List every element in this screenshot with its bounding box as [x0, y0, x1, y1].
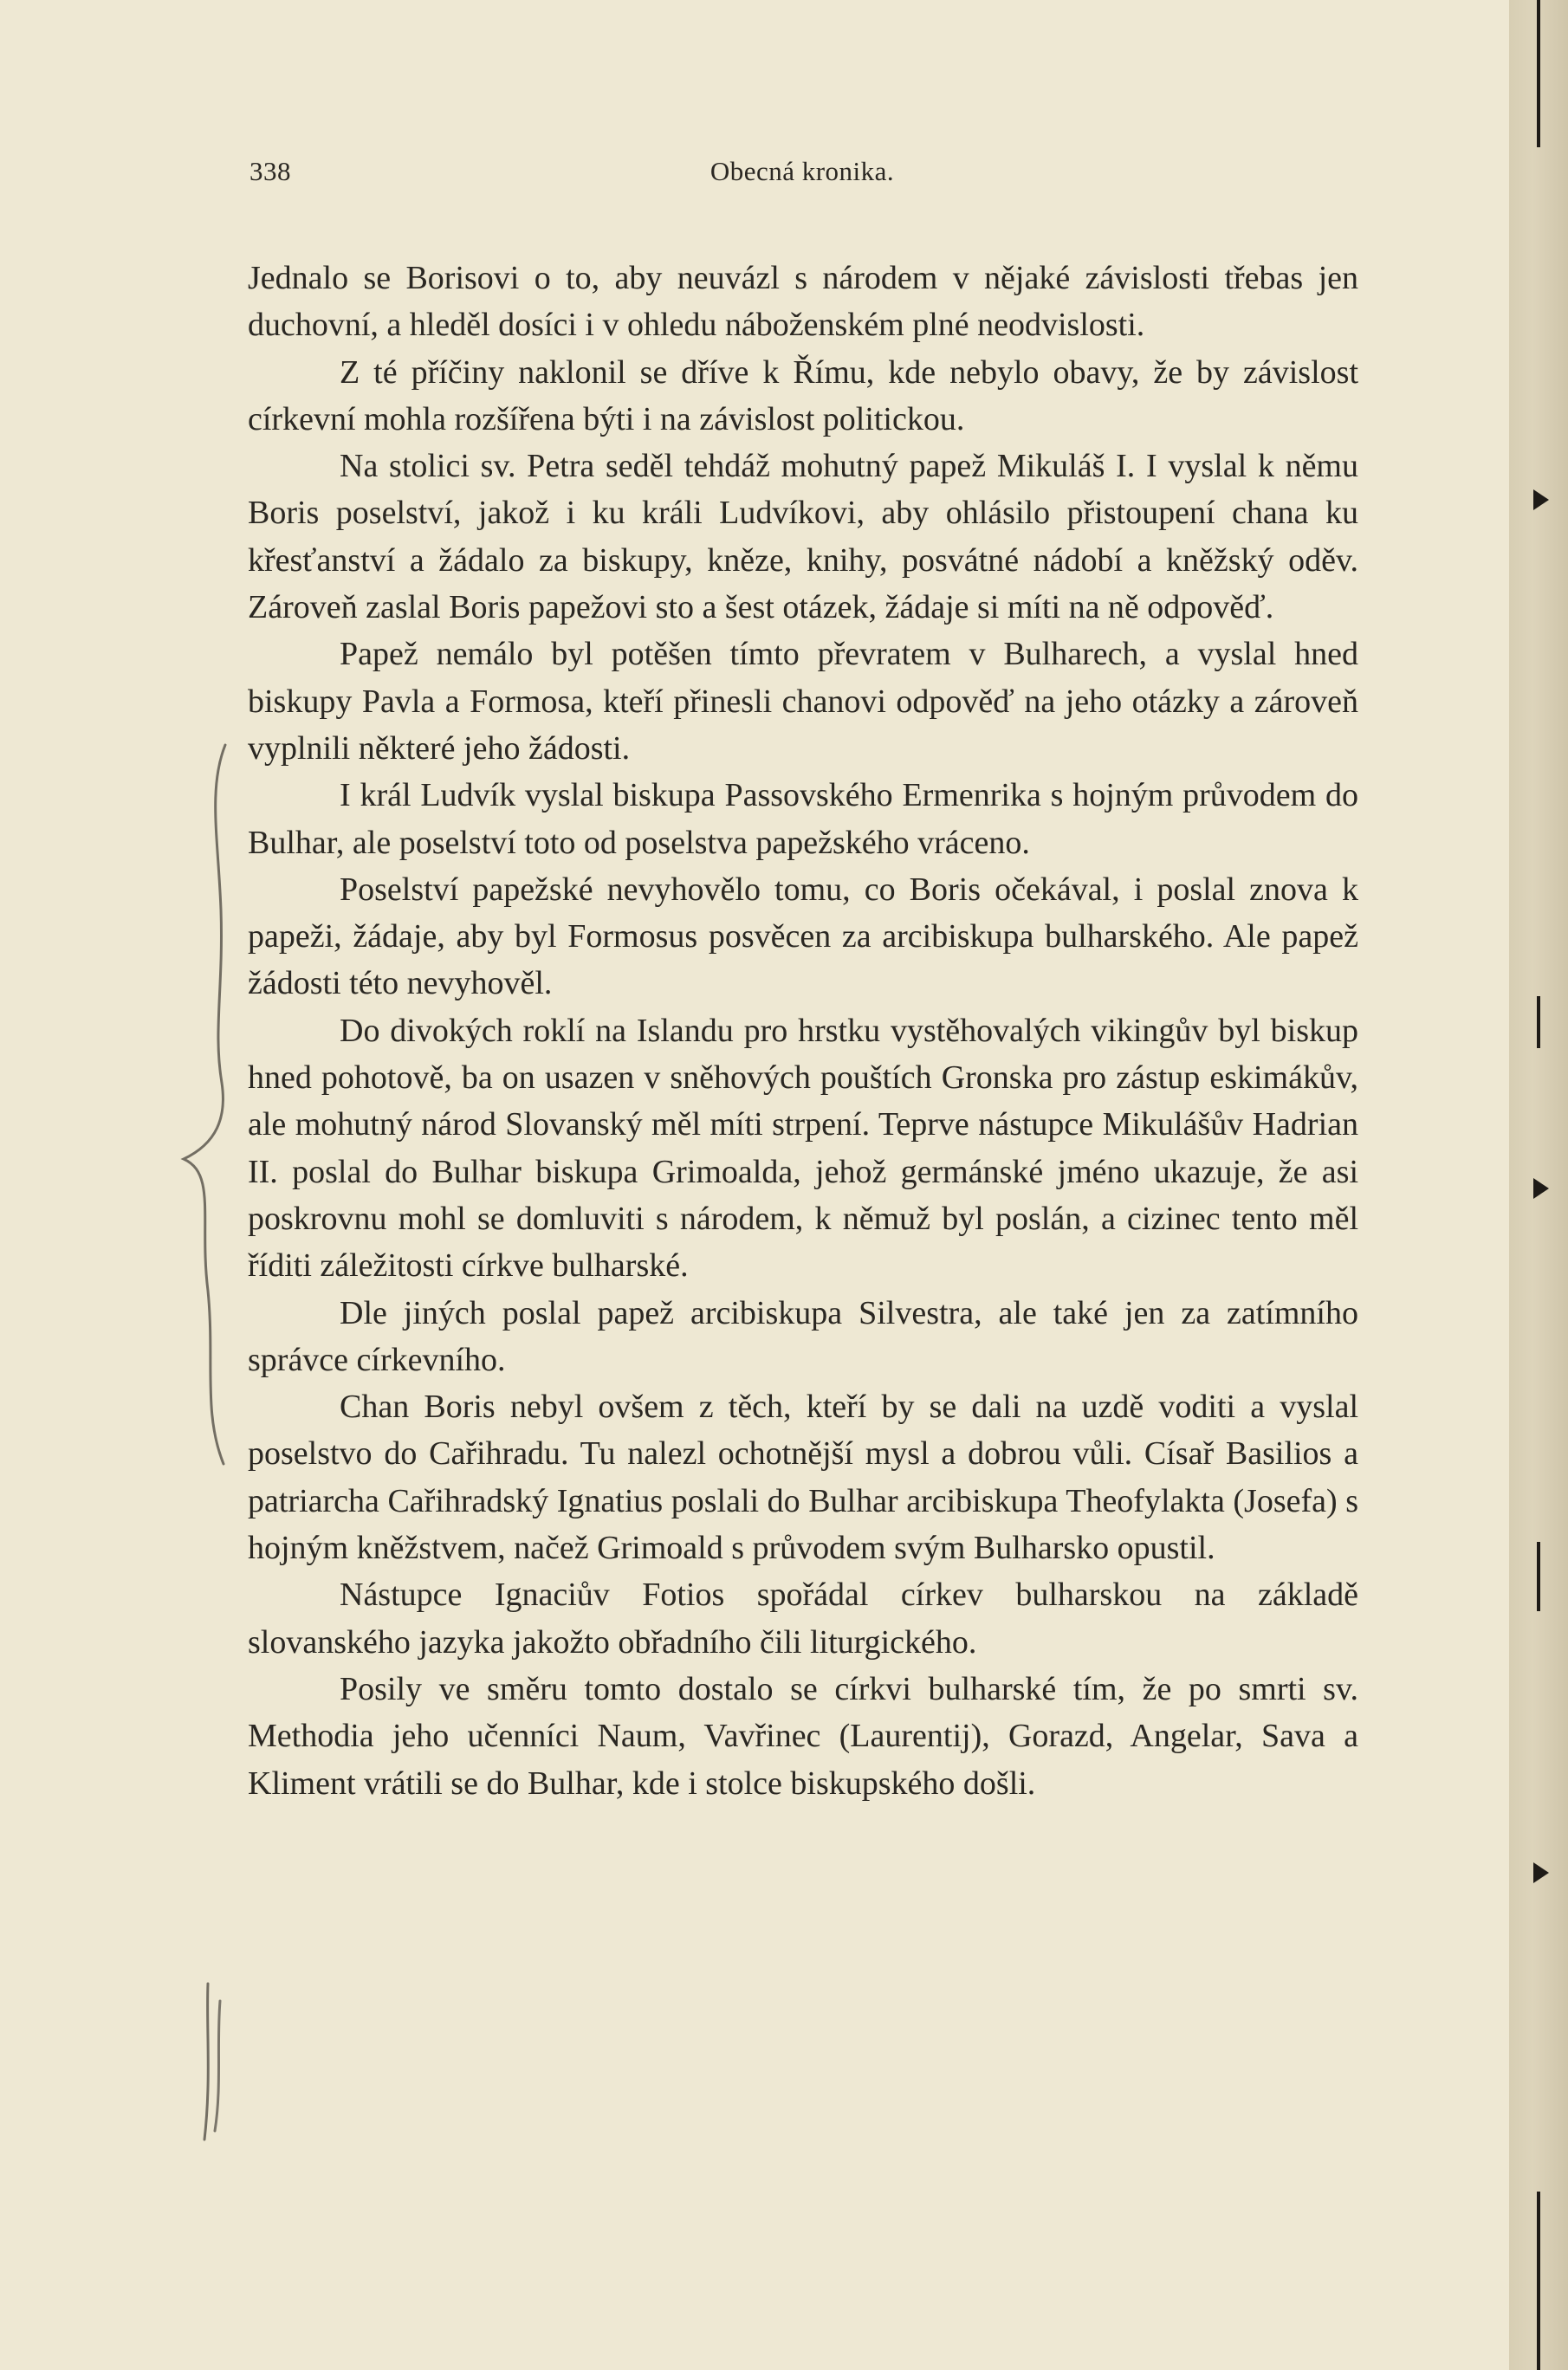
edge-line: [1537, 1542, 1540, 1611]
paragraph: Do divokých roklí na Islandu pro hrstku vystěhovalých vikingův byl biskup hned pohotově, ba on usazen v sněhových pouštích Gronska pro zástup eskimákův, ale mohutný národ Slovanský měl míti strpení. Teprve nástupce Mikulášův Hadrian II. poslal do Bulhar biskupa Grimoalda, jehož germánské jméno ukazuje, že asi poskrovnu mohl se domluviti s národem, k němuž byl poslán, a cizinec tento měl říditi záležitosti církve bulharské.: [248, 1012, 1358, 1285]
edge-tab-mark: [1533, 1178, 1549, 1199]
paragraph: Z té příčiny naklonil se dříve k Římu, kde nebylo obavy, že by závislost církevní mohla rozšířena býti i na závislost politickou.: [248, 353, 1358, 437]
paragraph: Jednalo se Borisovi o to, aby neuvázl s národem v nějaké závislosti třebas jen duchovní, a hleděl dosíci i v ohledu náboženském plné neodvislosti.: [248, 260, 1358, 344]
body-text: [248, 255, 1358, 1807]
paragraph: Dle jiných poslal papež arcibiskupa Silvestra, ale také jen za zatímního správce církevního.: [248, 1294, 1358, 1378]
paragraph: Papež nemálo byl potěšen tímto převratem v Bulharech, a vyslal hned biskupy Pavla a Formosa, kteří přinesli chanovi odpověď na jeho otázky a zároveň vyplnili některé jeho žádosti.: [248, 636, 1358, 767]
paragraph: Chan Boris nebyl ovšem z těch, kteří by se dali na uzdě voditi a vyslal poselstvo do Cařihradu. Tu nalezl ochotnější mysl a dobrou vůli. Císař Basilios a patriarcha Cařihradský Ignatius poslali do Bulhar arcibiskupa Theofylakta (Josefa) s hojným kněžstvem, načež Grimoald s průvodem svým Bulharsko opustil.: [248, 1389, 1358, 1567]
paragraph: I král Ludvík vyslal biskupa Passovského Ermenrika s hojným průvodem do Bulhar, ale poselství toto od poselstva papežského vráceno.: [248, 777, 1358, 861]
paragraph: Nástupce Ignaciův Fotios spořádal církev bulharskou na základě slovanského jazyka jakožto obřadního čili liturgického.: [248, 1577, 1358, 1661]
paragraph: Posily ve směru tomto dostalo se církvi bulharské tím, že po smrti sv. Methodia jeho učenníci Naum, Vavřinec (Laurentij), Gorazd, Angelar, Sava a Kliment vrátili se do Bulhar, kde i stolce biskupského došli.: [248, 1670, 1358, 1802]
page-number: 338: [249, 156, 291, 186]
pencil-brace-mark: [173, 736, 251, 1481]
page-header: [249, 156, 1355, 199]
edge-line: [1537, 2192, 1540, 2370]
edge-tab-mark: [1533, 1862, 1549, 1883]
paragraph: Poselství papežské nevyhovělo tomu, co Boris očekával, i poslal znova k papeži, žádaje, aby byl Formosus posvěcen za arcibiskupa bulharského. Ale papež žádosti této nevyhověl.: [248, 871, 1358, 1002]
paragraph: Na stolici sv. Petra seděl tehdáž mohutný papež Mikuláš I. I vyslal k němu Boris poselství, jakož i ku králi Ludvíkovi, aby ohlásilo přistoupení chana ku křesťanství a žádalo za biskupy, kněze, knihy, posvátné nádobí a kněžský oděv. Zároveň zaslal Boris papežovi sto a šest otázek, žádaje si míti na ně odpověď.: [248, 448, 1358, 626]
running-title: Obecná kronika.: [709, 156, 895, 186]
edge-line: [1537, 996, 1540, 1048]
edge-line: [1537, 0, 1540, 147]
edge-tab-mark: [1533, 489, 1549, 510]
pencil-strokes-mark: [191, 1975, 234, 2148]
